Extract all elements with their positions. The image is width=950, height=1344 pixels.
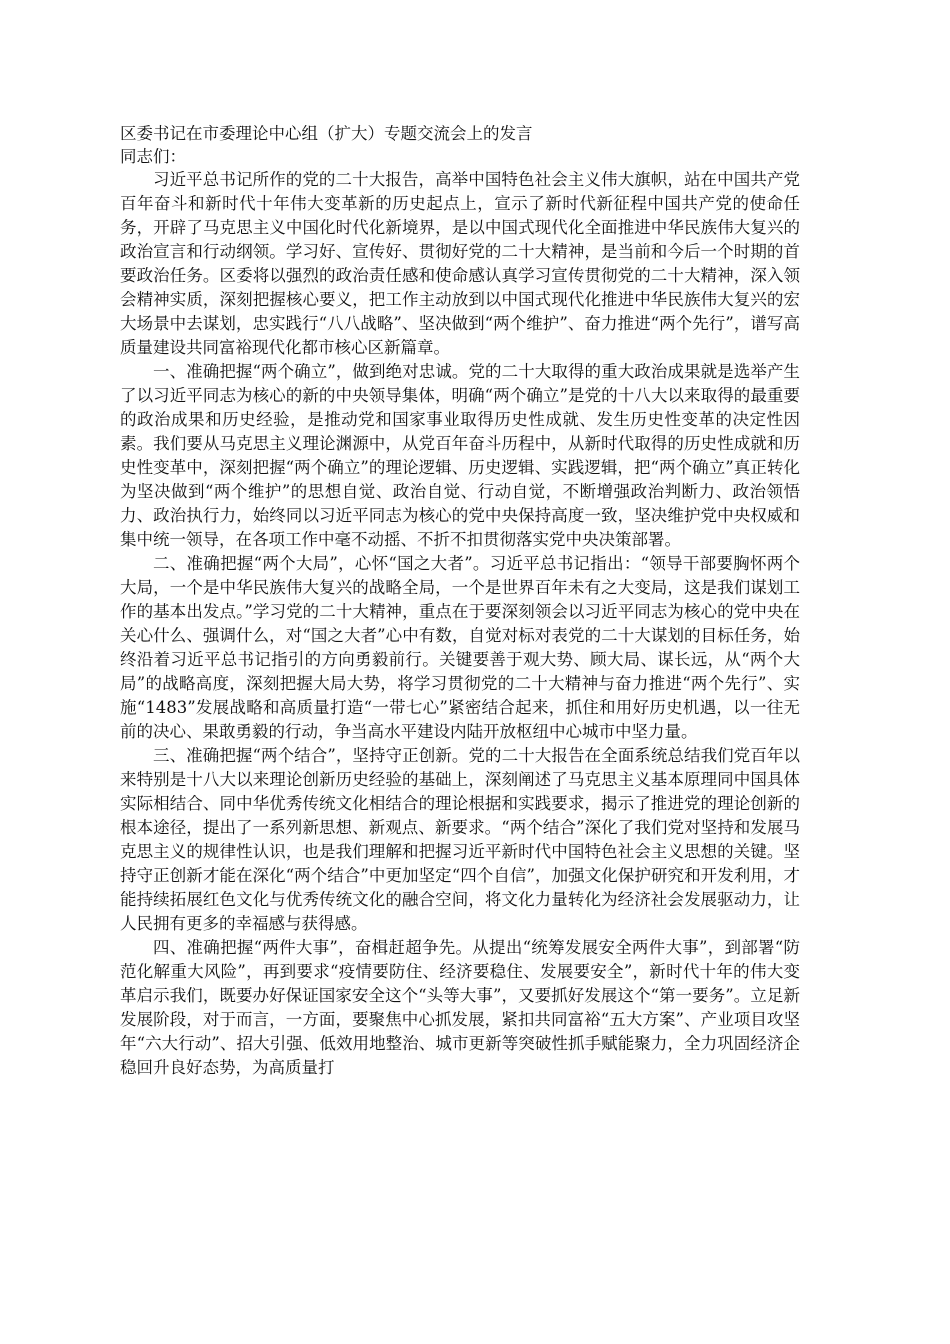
paragraph-section-1: 一、准确把握“两个确立”，做到绝对忠诚。党的二十大取得的重大政治成果就是选举产生了以习近平同志为核心的新的中央领导集体，明确“两个确立”是党的十八大以来取得的最重要的政治成果和历史经验，是推动党和国家事业取得历史性成就、发生历史性变革的决定性因素。我们要从马克思主义理论渊源中，从党百年奋斗历程中，从新时代取得的历史性成就和历史性变革中，深刻把握“两个确立”的理论逻辑、历史逻辑、实践逻辑，把“两个确立”真正转化为坚决做到“两个维护”的思想自觉、政治自觉、行动自觉，不断增强政治判断力、政治领悟力、政治执行力，始终同以习近平同志为核心的党中央保持高度一致，坚决维护党中央权威和集中统一领导，在各项工作中毫不动摇、不折不扣贯彻落实党中央决策部署。: [120, 362, 800, 549]
document-page: [120, 123, 800, 1080]
document-title: 区委书记在市委理论中心组（扩大）专题交流会上的发言: [120, 124, 533, 143]
document-greeting: 同志们：: [120, 146, 186, 166]
paragraph-section-2: 二、准确把握“两个大局”，心怀“国之大者”。习近平总书记指出：“领导干部要胸怀两个大局，一个是中华民族伟大复兴的战略全局，一个是世界百年未有之大变局，这是我们谋划工作的基本出发点。”学习党的二十大精神，重点在于要深刻领会以习近平同志为核心的党中央在关心什么、强调什么，对“国之大者”心中有数，自觉对标对表党的二十大谋划的目标任务，始终沿着习近平总书记指引的方向勇毅前行。关键要善于观大势、顾大局、谋长远，从“两个大局”的战略高度，深刻把握大局大势，将学习贯彻党的二十大精神与奋力推进“两个先行”、实施“1483”发展战略和高质量打造“一带七心”紧密结合起来，抓住和用好历史机遇，以一往无前的决心、果敢勇毅的行动，争当高水平建设内陆开放枢纽中心城市中坚力量。: [120, 554, 800, 741]
paragraph-section-3: 三、准确把握“两个结合”，坚持守正创新。党的二十大报告在全面系统总结我们党百年以来特别是十八大以来理论创新历史经验的基础上，深刻阐述了马克思主义基本原理同中国具体实际相结合、同中华优秀传统文化相结合的理论根据和实践要求，揭示了推进党的理论创新的根本途径，提出了一系列新思想、新观点、新要求。“两个结合”深化了我们党对坚持和发展马克思主义的规律性认识，也是我们理解和把握习近平新时代中国特色社会主义思想的关键。坚持守正创新才能在深化“两个结合”中更加坚定“四个自信”，加强文化保护研究和开发利用，才能持续拓展红色文化与优秀传统文化的融合空间，将文化力量转化为经济社会发展驱动力，让人民拥有更多的幸福感与获得感。: [120, 746, 800, 933]
paragraph-section-4: 四、准确把握“两件大事”，奋楫赶超争先。从提出“统筹发展安全两件大事”，到部署“防范化解重大风险”，再到要求“疫情要防住、经济要稳住、发展要安全”，新时代十年的伟大变革启示我们，既要办好保证国家安全这个“头等大事”，又要抓好发展这个“第一要务”。立足新发展阶段，对于而言，一方面，要聚焦中心抓发展，紧扣共同富裕“五大方案”、产业项目攻坚年“六大行动”、招大引强、低效用地整治、城市更新等突破性抓手赋能聚力，全力巩固经济企稳回升良好态势，为高质量打: [120, 938, 800, 1077]
paragraph-intro: 习近平总书记所作的党的二十大报告，高举中国特色社会主义伟大旗帜，站在中国共产党百年奋斗和新时代十年伟大变革新的历史起点上，宣示了新时代新征程中国共产党的使命任务，开辟了马克思主义中国化时代化新境界，是以中国式现代化全面推进中华民族伟大复兴的政治宣言和行动纲领。学习好、宣传好、贯彻好党的二十大精神，是当前和今后一个时期的首要政治任务。区委将以强烈的政治责任感和使命感认真学习宣传贯彻党的二十大精神，深入领会精神实质，深刻把握核心要义，把工作主动放到以中国式现代化推进中华民族伟大复兴的宏大场景中去谋划，忠实践行“八八战略”、坚决做到“两个维护”、奋力推进“两个先行”，谱写高质量建设共同富裕现代化都市核心区新篇章。: [120, 170, 800, 357]
